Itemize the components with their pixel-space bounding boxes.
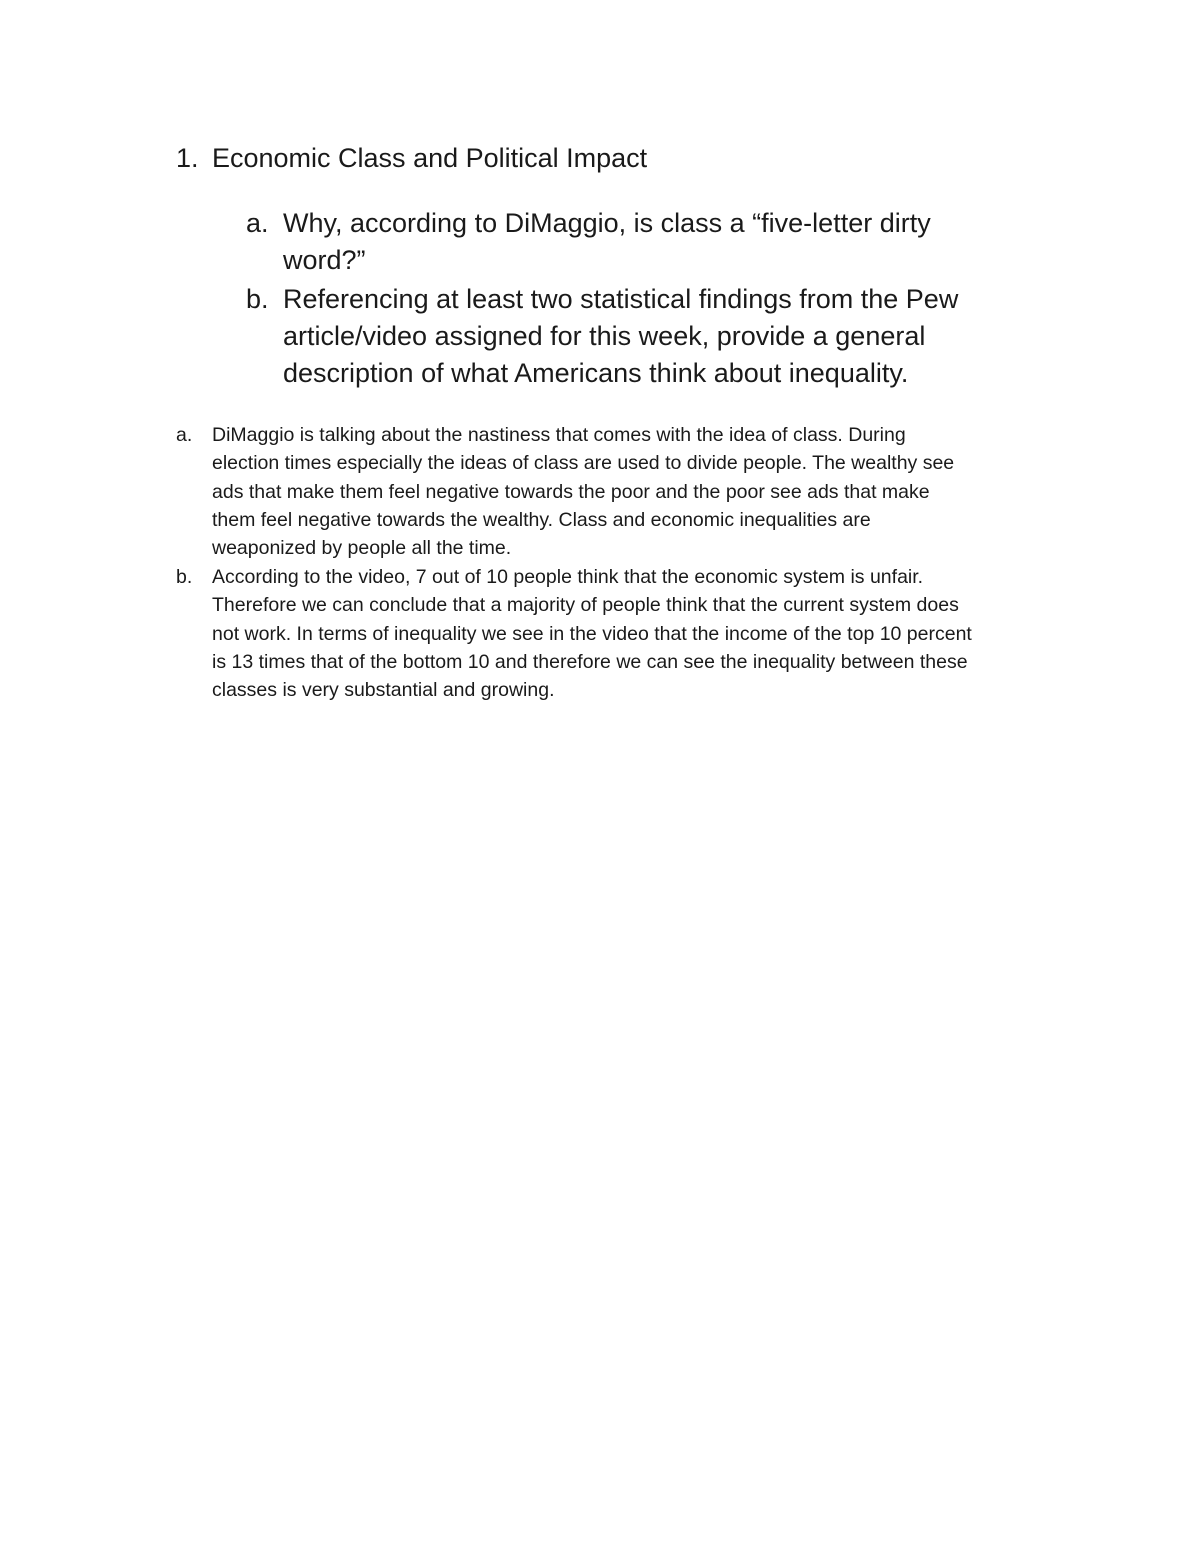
question-a-marker: a.: [246, 208, 269, 238]
question-a-line: Why, according to DiMaggio, is class a “five-letter dirty: [283, 208, 931, 238]
answer-b-line: Therefore we can conclude that a majority of people think that the current system does: [212, 594, 959, 617]
answer-b-line: According to the video, 7 out of 10 people think that the economic system is unfair.: [212, 566, 924, 588]
answer-a-line: them feel negative towards the wealthy. Class and economic inequalities are: [212, 508, 871, 531]
question-a-line: word?”: [283, 245, 366, 275]
answer-b-line: is 13 times that of the bottom 10 and therefore we can see the inequality between these: [212, 650, 968, 673]
answer-a-line: DiMaggio is talking about the nastiness that comes with the idea of class. During: [212, 424, 906, 446]
answer-b-marker: b.: [176, 566, 193, 588]
section-heading: [176, 140, 647, 176]
answer-b-line: not work. In terms of inequality we see in the video that the income of the top 10 percent: [212, 622, 972, 645]
question-b-marker: b.: [246, 284, 269, 314]
answer-b-line: classes is very substantial and growing.: [212, 679, 555, 702]
answer-a-line: ads that make them feel negative towards the poor and the poor see ads that make: [212, 480, 930, 503]
question-b: [246, 281, 1006, 392]
answer-a-text: [212, 421, 1076, 562]
answer-a-line: weaponized by people all the time.: [212, 537, 512, 560]
question-b-line: article/video assigned for this week, provide a general: [283, 321, 926, 351]
question-b-text: [283, 281, 1006, 392]
question-b-line: description of what Americans think about inequality.: [283, 358, 909, 388]
section-title: Economic Class and Political Impact: [212, 143, 648, 173]
answer-a-line: election times especially the ideas of class are used to divide people. The wealthy see: [212, 452, 955, 475]
question-a: [246, 205, 1006, 279]
answer-a: [176, 421, 1076, 562]
answer-b-text: [212, 563, 1076, 704]
answer-a-marker: a.: [176, 424, 193, 446]
answer-b: [176, 563, 1076, 704]
section-number: 1.: [176, 143, 199, 173]
question-a-text: [283, 205, 1006, 279]
question-b-line: Referencing at least two statistical findings from the Pew: [283, 284, 959, 314]
